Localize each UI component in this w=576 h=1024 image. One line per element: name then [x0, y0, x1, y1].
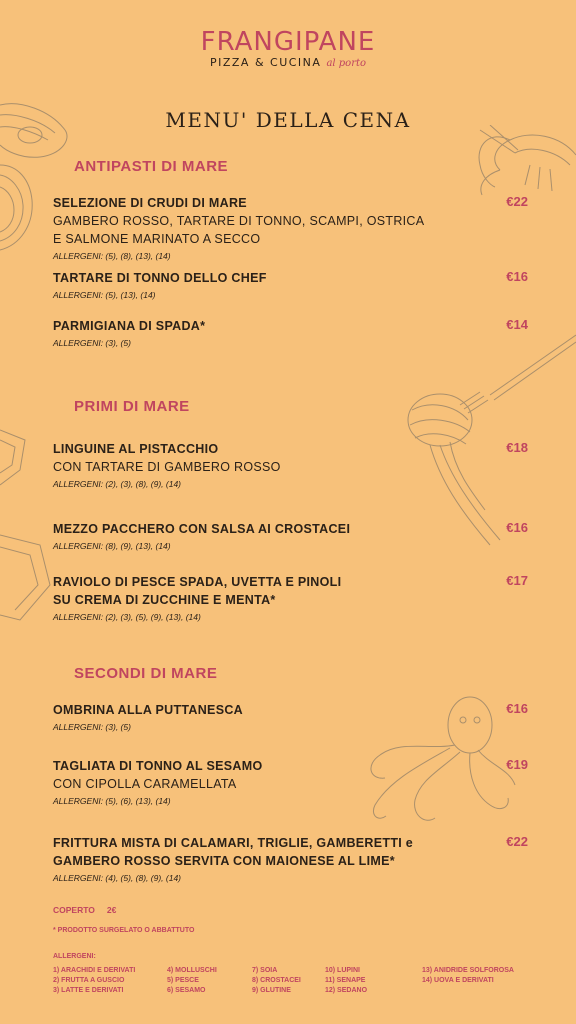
- menu-item: [53, 757, 528, 807]
- allergens-column: [167, 966, 217, 996]
- menu-item: [53, 317, 528, 349]
- allergen-entry: 10) LUPINI: [325, 967, 361, 974]
- menu-item: [53, 269, 528, 301]
- allergens-column: [325, 966, 367, 996]
- allergen-entry: 7) SOIA: [252, 967, 278, 974]
- item-allergens: ALLERGENI: (3), (5): [53, 338, 131, 348]
- item-description: E SALMONE MARINATO A SECCO: [53, 232, 261, 246]
- menu-item: [53, 194, 528, 262]
- item-price: €22: [506, 194, 528, 209]
- item-price: €16: [506, 269, 528, 284]
- menu-item: [53, 520, 528, 552]
- item-name: TAGLIATA DI TONNO AL SESAMO: [53, 759, 263, 773]
- item-allergens: ALLERGENI: (8), (9), (13), (14): [53, 541, 171, 551]
- item-name: OMBRINA ALLA PUTTANESCA: [53, 703, 243, 717]
- allergens-legend: [53, 966, 543, 1000]
- item-name: RAVIOLO DI PESCE SPADA, UVETTA E PINOLI: [53, 575, 342, 589]
- allergens-column: [422, 966, 514, 986]
- item-allergens: ALLERGENI: (5), (13), (14): [53, 290, 156, 300]
- cover-charge: [53, 905, 116, 915]
- item-allergens: ALLERGENI: (5), (6), (13), (14): [53, 796, 171, 806]
- section-title-antipasti: ANTIPASTI DI MARE: [74, 158, 229, 175]
- item-name: LINGUINE AL PISTACCHIO: [53, 442, 219, 456]
- item-name: FRITTURA MISTA DI CALAMARI, TRIGLIE, GAMBERETTI e: [53, 836, 414, 850]
- brand-name: FRANGIPANE: [200, 27, 376, 57]
- item-allergens: ALLERGENI: (2), (3), (5), (9), (13), (14): [53, 612, 201, 622]
- item-name-line2: GAMBERO ROSSO SERVITA CON MAIONESE AL LIME*: [53, 854, 395, 868]
- allergen-entry: 8) CROSTACEI: [252, 977, 301, 984]
- brand-logo: [0, 28, 576, 69]
- frozen-note: * PRODOTTO SURGELATO O ABBATTUTO: [53, 927, 195, 934]
- item-name: PARMIGIANA DI SPADA*: [53, 319, 206, 333]
- item-price: €18: [506, 440, 528, 455]
- item-name: TARTARE DI TONNO DELLO CHEF: [53, 271, 267, 285]
- item-name-line2: SU CREMA DI ZUCCHINE E MENTA*: [53, 593, 276, 607]
- item-price: €19: [506, 757, 528, 772]
- menu-item: [53, 573, 528, 623]
- allergen-entry: 6) SESAMO: [167, 987, 206, 994]
- item-allergens: ALLERGENI: (2), (3), (8), (9), (14): [53, 479, 181, 489]
- brand-subtitle-text: PIZZA & CUCINA: [209, 56, 322, 69]
- menu-item: [53, 834, 528, 884]
- menu-item: [53, 701, 528, 733]
- item-description: CON TARTARE DI GAMBERO ROSSO: [53, 460, 281, 474]
- allergen-entry: 13) ANIDRIDE SOLFOROSA: [422, 967, 514, 974]
- section-title-secondi: SECONDI DI MARE: [74, 665, 218, 682]
- brand-subtitle: [0, 56, 576, 69]
- allergen-entry: 14) UOVA E DERIVATI: [422, 977, 494, 984]
- item-allergens: ALLERGENI: (3), (5): [53, 722, 131, 732]
- allergens-column: [252, 966, 301, 996]
- ravioli-illustration: [0, 425, 60, 625]
- item-name: SELEZIONE DI CRUDI DI MARE: [53, 196, 247, 210]
- cover-charge-price: 2€: [106, 905, 117, 915]
- allergens-title: ALLERGENI:: [53, 953, 96, 960]
- item-price: €14: [506, 317, 528, 332]
- allergen-entry: 9) GLUTINE: [252, 987, 291, 994]
- item-price: €16: [506, 701, 528, 716]
- item-description: CON CIPOLLA CARAMELLATA: [53, 777, 237, 791]
- item-allergens: ALLERGENI: (4), (5), (8), (9), (14): [53, 873, 181, 883]
- allergen-entry: 4) MOLLUSCHI: [167, 967, 217, 974]
- allergen-entry: 2) FRUTTA A GUSCIO: [53, 977, 125, 984]
- item-price: €17: [506, 573, 528, 588]
- allergen-entry: 11) SENAPE: [325, 977, 366, 984]
- allergen-entry: 3) LATTE E DERIVATI: [53, 987, 124, 994]
- allergen-entry: 5) PESCE: [167, 977, 199, 984]
- page-title: MENU' DELLA CENA: [165, 108, 411, 132]
- item-allergens: ALLERGENI: (5), (8), (13), (14): [53, 251, 171, 261]
- item-price: €22: [506, 834, 528, 849]
- menu-item: [53, 440, 528, 490]
- item-name: MEZZO PACCHERO CON SALSA AI CROSTACEI: [53, 522, 351, 536]
- allergen-entry: 12) SEDANO: [325, 987, 368, 994]
- section-title-primi: PRIMI DI MARE: [74, 398, 190, 415]
- cover-charge-label: COPERTO: [53, 905, 95, 915]
- item-description: GAMBERO ROSSO, TARTARE DI TONNO, SCAMPI, OSTRICA: [53, 214, 425, 228]
- allergen-entry: 1) ARACHIDI E DERIVATI: [53, 967, 136, 974]
- allergens-column: [53, 966, 135, 996]
- brand-script: al porto: [326, 58, 367, 69]
- item-price: €16: [506, 520, 528, 535]
